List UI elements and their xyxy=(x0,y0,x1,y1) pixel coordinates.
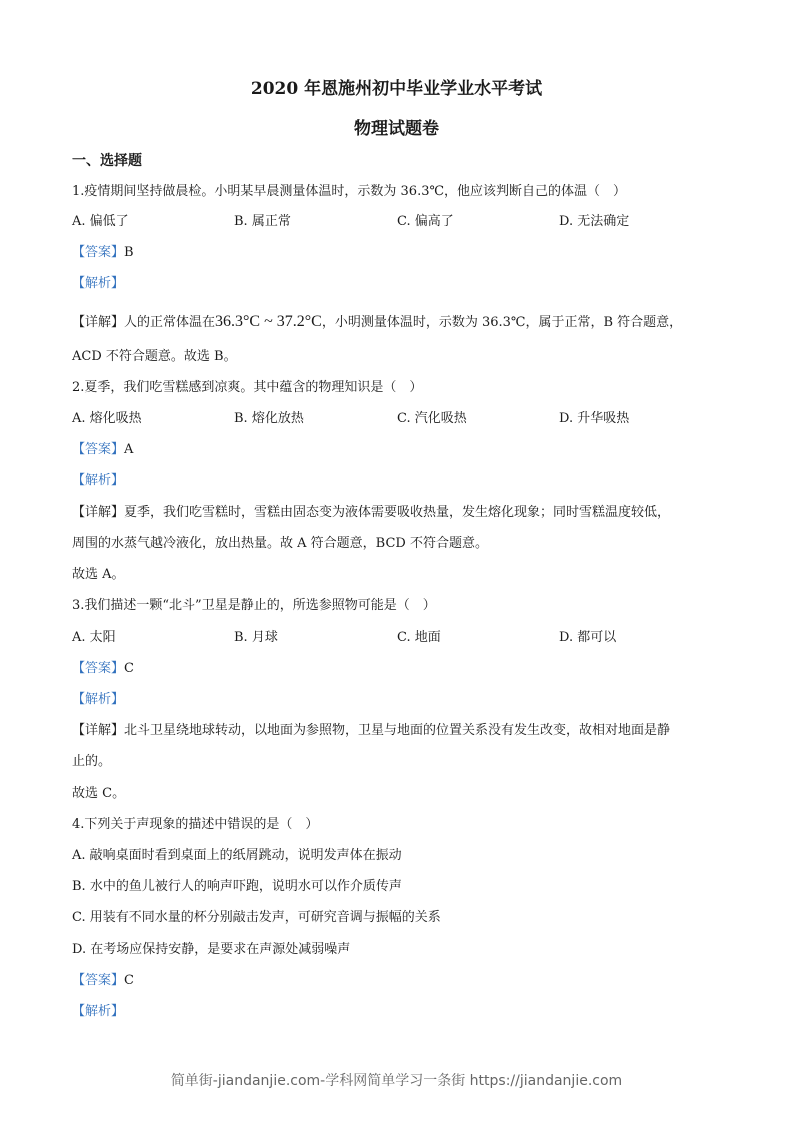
answer-tag: 【答案】 xyxy=(72,661,125,676)
answer-tag: 【答案】 xyxy=(72,245,125,260)
temperature-range: 36.3°C ~ 37.2°C xyxy=(215,313,322,330)
option-c: C. 偏高了 xyxy=(397,214,454,229)
exam-title: 2020 年恩施州初中毕业学业水平考试 xyxy=(250,79,543,99)
option-b: B. 熔化放热 xyxy=(234,411,304,426)
question-1-detail-line2: ACD 不符合题意。故选 B。 xyxy=(72,349,237,364)
detail-tag: 【详解】 xyxy=(72,315,125,330)
option-a: A. 熔化吸热 xyxy=(72,411,142,426)
question-3-detail-line2: 止的。 xyxy=(72,754,112,769)
option-c: C. 汽化吸热 xyxy=(397,411,467,426)
question-3-detail xyxy=(72,721,670,741)
detail-text-cont: ，小明测量体温时，示数为 36.3℃，属于正常，B 符合题意， xyxy=(321,315,683,330)
question-1-detail xyxy=(72,312,682,333)
question-3-stem: 3.我们描述一颗“北斗”卫星是静止的，所选参照物可能是（ ） xyxy=(72,598,436,613)
option-a: A. 太阳 xyxy=(72,630,116,645)
option-c: C. 用装有不同水量的杯分别敲击发声，可研究音调与振幅的关系 xyxy=(72,910,441,925)
question-2-analysis-tag: 【解析】 xyxy=(72,473,125,488)
question-4-stem: 4.下列关于声现象的描述中错误的是（ ） xyxy=(72,817,319,832)
option-a: A. 偏低了 xyxy=(72,214,129,229)
option-d: D. 都可以 xyxy=(559,630,617,645)
answer-value: B xyxy=(124,245,134,260)
question-2-answer xyxy=(72,440,133,460)
option-b: B. 月球 xyxy=(234,630,278,645)
detail-tag: 【详解】 xyxy=(72,505,125,520)
detail-text: 夏季，我们吃雪糕时，雪糕由固态变为液体需要吸收热量，发生熔化现象；同时雪糕温度较低， xyxy=(124,505,671,520)
option-b: B. 水中的鱼儿被行人的响声吓跑，说明水可以作介质传声 xyxy=(72,879,402,894)
answer-value: C xyxy=(124,661,134,676)
question-3-detail-line3: 故选 C。 xyxy=(72,786,126,801)
option-c: C. 地面 xyxy=(397,630,441,645)
answer-value: C xyxy=(124,973,134,988)
question-3-answer xyxy=(72,659,134,679)
answer-value: A xyxy=(124,442,134,457)
option-d: D. 无法确定 xyxy=(559,214,630,229)
question-2-detail xyxy=(72,503,670,523)
question-3-options xyxy=(72,628,722,648)
question-1-answer xyxy=(72,243,134,263)
option-b: B. 属正常 xyxy=(234,214,291,229)
answer-tag: 【答案】 xyxy=(72,973,125,988)
question-2-stem: 2.夏季，我们吃雪糕感到凉爽。其中蕴含的物理知识是（ ） xyxy=(72,380,423,395)
question-2-detail-line2: 周围的水蒸气越冷液化，放出热量。故 A 符合题意，BCD 不符合题意。 xyxy=(72,536,488,551)
paper-title: 物理试题卷 xyxy=(354,119,439,139)
section-heading: 一、选择题 xyxy=(72,153,142,169)
detail-tag: 【详解】 xyxy=(72,723,125,738)
question-1-analysis-tag: 【解析】 xyxy=(72,276,125,291)
question-4-answer xyxy=(72,971,134,991)
option-a: A. 敲响桌面时看到桌面上的纸屑跳动，说明发声体在振动 xyxy=(72,848,402,863)
detail-text: 北斗卫星绕地球转动，以地面为参照物，卫星与地面的位置关系没有发生改变，故相对地面是静 xyxy=(124,723,671,738)
question-2-options xyxy=(72,409,722,429)
option-d: D. 在考场应保持安静，是要求在声源处减弱噪声 xyxy=(72,942,351,957)
detail-text: 人的正常体温在 xyxy=(124,315,216,330)
question-2-detail-line3: 故选 A。 xyxy=(72,567,125,582)
question-3-analysis-tag: 【解析】 xyxy=(72,692,125,707)
option-d: D. 升华吸热 xyxy=(559,411,630,426)
question-4-analysis-tag: 【解析】 xyxy=(72,1004,125,1019)
answer-tag: 【答案】 xyxy=(72,442,125,457)
question-1-options xyxy=(72,212,722,232)
question-1-stem: 1.疫情期间坚持做晨检。小明某早晨测量体温时，示数为 36.3℃，他应该判断自己的体温（ ） xyxy=(72,184,627,199)
footer-watermark: 简单街-jiandanjie.com-学科网简单学习一条街 https://jiandanjie.com xyxy=(170,1073,623,1089)
